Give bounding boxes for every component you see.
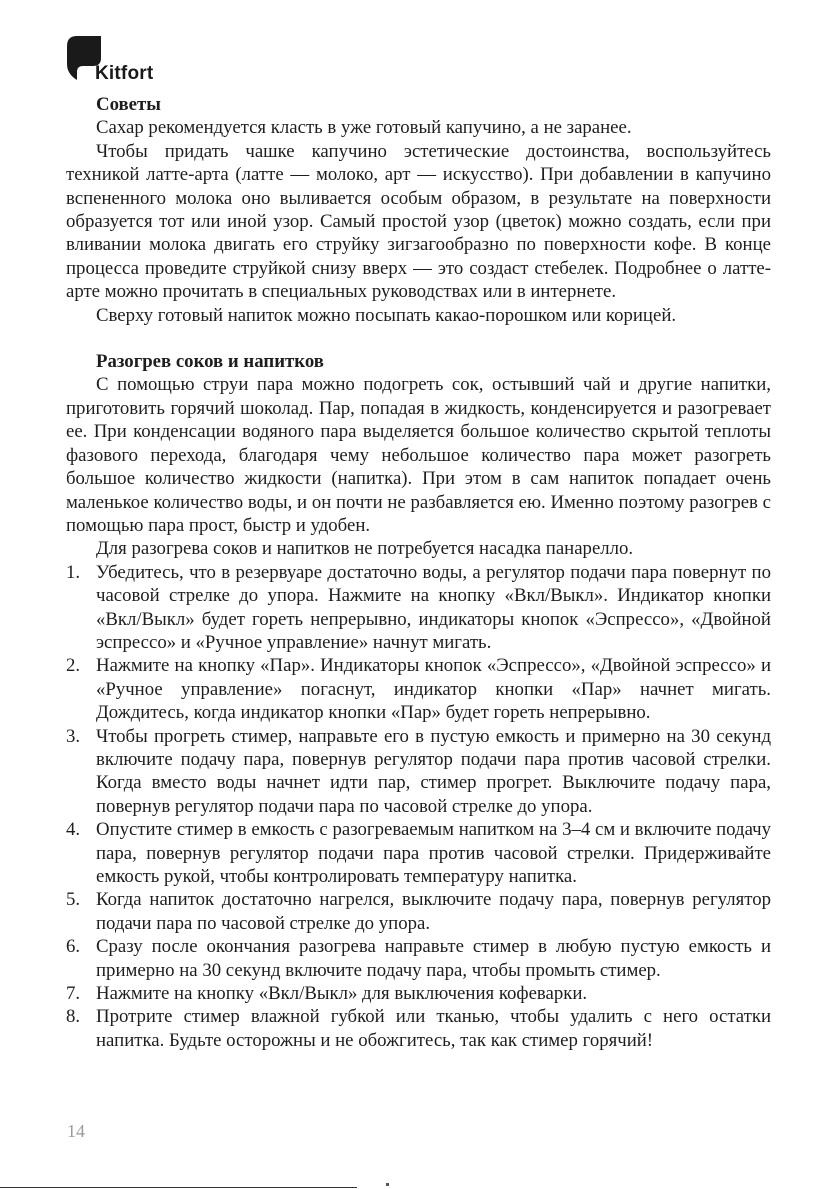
step-text: Когда напиток достаточно нагрелся, выключите подачу пара, повернув регулятор подачи пара по часовой стрелке до упора. [96, 889, 771, 934]
brand-name: Kitfort [95, 63, 154, 84]
list-item [66, 935, 771, 982]
list-item [66, 561, 771, 655]
footer-divider [0, 1187, 357, 1188]
list-item [66, 982, 771, 1005]
step-text: Протрите стимер влажной губкой или тканью, чтобы удалить с него остатки напитка. Будьте осторожны и не обожгитесь, так как стимер горячий! [96, 1006, 771, 1051]
tips-paragraph: Чтобы придать чашке капучино эстетические достоинства, воспользуйтесь техникой латте-арта (латте — молоко, арт — искусство). При добавлении в капучино вспененного молока оно выливается особым образом, в результате на поверхности образуется тот или иной узор. Самый простой узор (цветок) можно создать, если при вливании молока двигать его струйку зигзагообразно по поверхности кофе. В конце процесса проведите струйкой снизу вверх — это создаст стебелек. Подробнее о латте-арте можно прочитать в специальных руководствах или в интернете. [66, 140, 771, 303]
heating-paragraph: Для разогрева соков и напитков не потребуется насадка панарелло. [96, 538, 634, 560]
list-item [66, 888, 771, 935]
list-item [66, 654, 771, 724]
step-text: Нажмите на кнопку «Вкл/Выкл» для выключения кофеварки. [96, 983, 588, 1005]
tips-paragraph: Сверху готовый напиток можно посыпать какао-порошком или корицей. [96, 304, 677, 326]
step-text: Опустите стимер в емкость с разогреваемым напитком на 3–4 см и включите подачу пара, повернув регулятор подачи пара против часовой стрелки. Придерживайте емкость рукой, чтобы контролировать температуру напитка. [96, 819, 771, 887]
step-number: 3. [66, 725, 81, 747]
page-content [66, 93, 771, 1052]
list-item [66, 1005, 771, 1052]
section-title-tips: Советы [96, 94, 161, 115]
step-number: 2. [66, 655, 81, 677]
step-number: 4. [66, 819, 81, 841]
brand-logo [67, 36, 167, 86]
step-text: Сразу после окончания разогрева направьте стимер в любую пустую емкость и примерно на 30 секунд включите подачу пара, чтобы промыть стимер. [96, 936, 771, 981]
step-number: 8. [66, 1006, 81, 1028]
step-number: 1. [66, 561, 81, 583]
page-number: 14 [67, 1121, 85, 1141]
list-item [66, 818, 771, 888]
list-item [66, 725, 771, 819]
step-number: 6. [66, 936, 81, 958]
section-title-heating: Разогрев соков и напитков [96, 351, 324, 373]
step-text: Нажмите на кнопку «Пар». Индикаторы кнопок «Эспрессо», «Двойной эспрессо» и «Ручное управление» погаснут, индикатор кнопки «Пар» начнет мигать. Дождитесь, когда индикатор кнопки «Пар» будет гореть непрерывно. [96, 655, 771, 724]
section-spacer [66, 327, 771, 350]
step-number: 7. [66, 983, 81, 1005]
heating-steps-list [66, 561, 771, 1053]
step-text: Убедитесь, что в резервуаре достаточно воды, а регулятор подачи пара повернут по часовой стрелке до упора. Нажмите на кнопку «Вкл/Выкл». Индикатор кнопки «Вкл/Выкл» будет гореть непрерывно, индикаторы кнопок «Эспрессо», «Двойной эспрессо» и «Ручное управление» начнут мигать. [96, 561, 771, 653]
tips-paragraph: Сахар рекомендуется класть в уже готовый капучино, а не заранее. [96, 117, 632, 139]
heating-paragraph: С помощью струи пара можно подогреть сок, остывший чай и другие напитки, приготовить горячий шоколад. Пар, попадая в жидкость, конденсируется и разогревает ее. При конденсации водяного пара выделяется большое количество скрытой теплоты фазового перехода, благодаря чему небольшое количество пара может разогреть большое количество жидкости (напитка). При этом в сам напиток попадает очень маленькое количество воды, и он почти не разбавляется ею. Именно поэтому разогрев с помощью пара прост, быстр и удобен. [66, 374, 771, 536]
crop-mark [386, 1183, 389, 1186]
step-number: 5. [66, 889, 81, 911]
step-text: Чтобы прогреть стимер, направьте его в пустую емкость и примерно на 30 секунд включите подачу пара, повернув регулятор подачи пара против часовой стрелки. Когда вместо воды начнет идти пар, стимер прогрет. Выключите подачу пара, повернув регулятор подачи пара по часовой стрелке до упора. [96, 725, 771, 817]
